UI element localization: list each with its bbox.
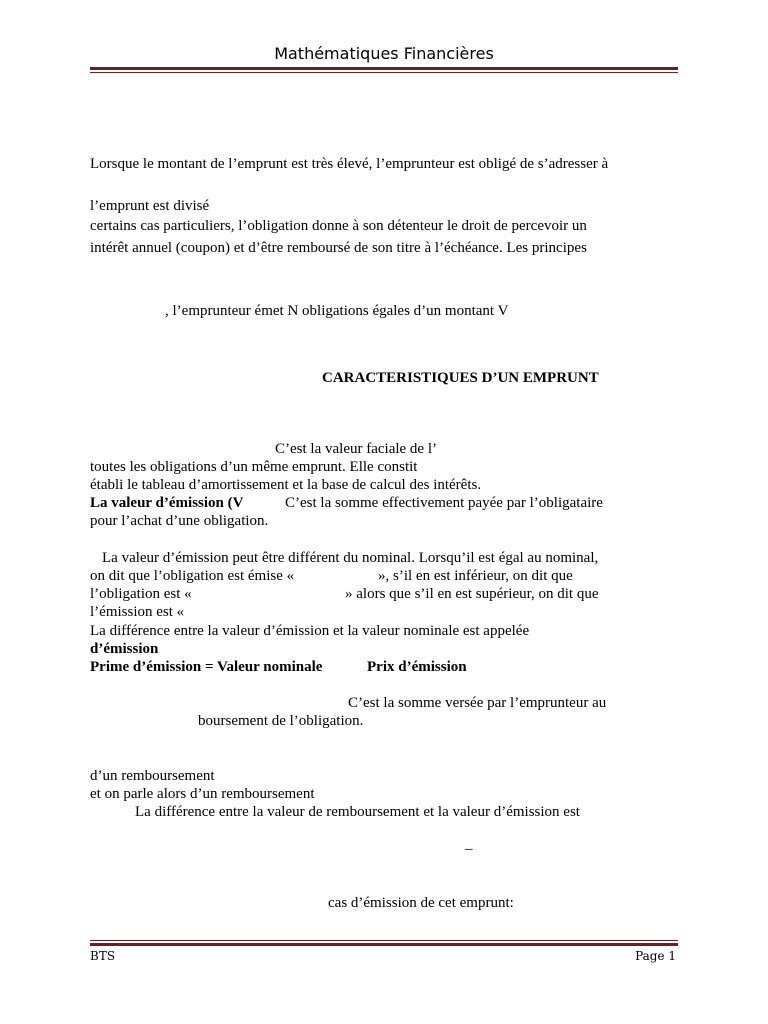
- body-line: l’emprunt est divisé: [90, 198, 210, 214]
- footer-page-number: Page 1: [635, 949, 676, 963]
- emission-para-line: l’obligation est «: [90, 586, 192, 602]
- footer-rule: [90, 943, 678, 946]
- remboursement-dash: –: [465, 841, 473, 857]
- emission-para-line: », s’il en est inférieur, on dit que: [378, 568, 573, 584]
- emission-para-line: on dit que l’obligation est émise «: [90, 568, 295, 584]
- remboursement-line: La différence entre la valeur de remboursement et la valeur d’émission est: [135, 804, 580, 820]
- remboursement-line: boursement de l’obligation.: [198, 713, 364, 729]
- prime-formula-left: Prime d’émission = Valeur nominale: [90, 659, 323, 675]
- footer-left: BTS: [90, 949, 116, 963]
- section-heading: CARACTERISTIQUES D’UN EMPRUNT: [322, 370, 599, 386]
- remboursement-line: C’est la somme versée par l’emprunteur au: [348, 695, 607, 711]
- emission-term: La valeur d’émission (V: [90, 495, 244, 511]
- emission-line: pour l’achat d’une obligation.: [90, 513, 269, 529]
- emission-para-line: l’émission est «: [90, 604, 185, 620]
- body-line: certains cas particuliers, l’obligation donne à son détenteur le droit de percevoir un: [90, 218, 587, 234]
- nominal-line: établi le tableau d’amortissement et la base de calcul des intérêts.: [90, 477, 482, 493]
- footer-rule-thin: [90, 940, 678, 941]
- page-header-title: Mathématiques Financières: [274, 44, 494, 63]
- remboursement-line: et on parle alors d’un remboursement: [90, 786, 315, 802]
- header-rule: [90, 67, 678, 70]
- emission-definition: C’est la somme effectivement payée par l’obligataire: [285, 495, 603, 511]
- header-rule-thin: [90, 72, 678, 73]
- emission-para-line: » alors que s’il en est supérieur, on dit que: [345, 586, 599, 602]
- body-line: , l’emprunteur émet N obligations égales d’un montant V: [165, 303, 509, 319]
- remboursement-line: cas d’émission de cet emprunt:: [328, 895, 514, 911]
- body-line: intérêt annuel (coupon) et d’être remboursé de son titre à l’échéance. Les principes: [90, 240, 587, 256]
- emission-para-line: La différence entre la valeur d’émission et la valeur nominale est appelée: [90, 623, 530, 639]
- body-line: Lorsque le montant de l’emprunt est très élevé, l’emprunteur est obligé de s’adresser à: [90, 156, 609, 172]
- nominal-line: toutes les obligations d’un même emprunt. Elle constit: [90, 459, 418, 475]
- prime-formula-right: Prix d’émission: [367, 659, 467, 675]
- emission-para-term: d’émission: [90, 641, 159, 657]
- remboursement-line: d’un remboursement: [90, 768, 215, 784]
- emission-para-line: La valeur d’émission peut être différent du nominal. Lorsqu’il est égal au nominal,: [102, 550, 599, 566]
- nominal-line: C’est la valeur faciale de l’: [275, 441, 437, 457]
